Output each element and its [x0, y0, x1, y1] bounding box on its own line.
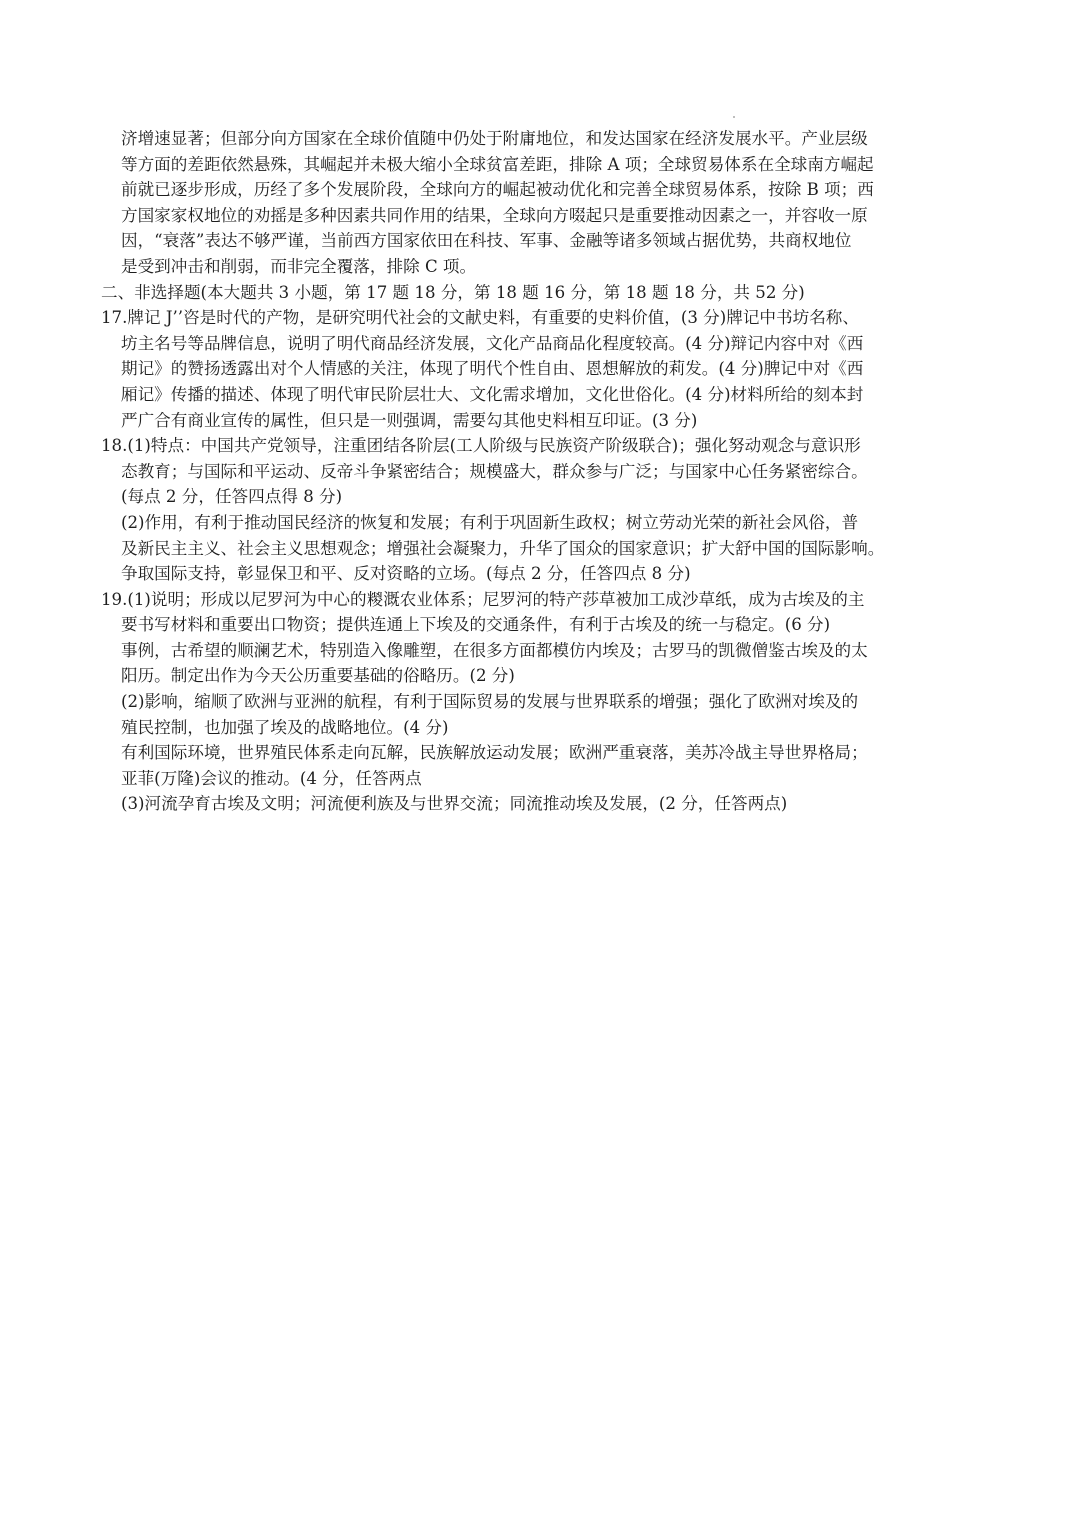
text-line: (每点 2 分，任答四点得 8 分): [121, 487, 343, 507]
text-line: 期记》的赞扬透露出对个人情感的关注，体现了明代个性自由、恩想解放的莉发。(4 分)脾记中对《西: [121, 359, 864, 379]
text-line: 争取国际支持，彰显保卫和平、反对资略的立场。(每点 2 分，任答四点 8 分): [121, 564, 691, 584]
answer-text-block: [101, 126, 1001, 817]
text-line: 要书写材料和重要出口物资；提供连通上下埃及的交通条件，有利于古埃及的统一与稳定。(6 分): [121, 615, 831, 635]
text-line: 17.牌记 J’’咨是时代的产物，是研究明代社会的文献史料，有重要的史料价值，(3 分)牌记中书坊名称、: [101, 308, 859, 328]
text-line: 坊主名号等品牌信息，说明了明代商品经济发展，文化产品商品化程度较高。(4 分)辩记内容中对《西: [121, 333, 864, 353]
text-line: 亚菲(万隆)会议的推动。(4 分，任答两点: [121, 768, 422, 788]
text-line: (2)作用，有利于推动国民经济的恢复和发展；有利于巩固新生政权；树立劳动光荣的新社会风俗，普: [121, 512, 859, 532]
text-line: 及新民主主义、社会主义思想观念；增强社会凝聚力，升华了国众的国家意识；扩大舒中国的国际影响。: [121, 538, 885, 558]
text-line: 有利国际环境，世界殖民体系走向瓦解，民族解放运动发展；欧洲严重衰落，美苏冷战主导世界格局；: [121, 743, 868, 763]
text-line: 厢记》传播的描述、体现了明代审民阶层壮大、文化需求增加，文化世俗化。(4 分)材料所给的刻本封: [121, 384, 864, 404]
text-line: 态教育；与国际和平运动、反帝斗争紧密结合；规模盛大，群众参与广泛；与国家中心任务紧密综合。: [121, 461, 868, 481]
text-line: 是受到冲击和削弱，而非完全覆落，排除 C 项。: [121, 256, 477, 276]
scan-speck: [733, 116, 735, 118]
text-line: (2)影响，缩顺了欧洲与亚洲的航程，有利于国际贸易的发展与世界联系的增强；强化了欧洲对埃及的: [121, 692, 859, 712]
text-line: (3)河流孕育古埃及文明；河流便利族及与世界交流；同流推动埃及发展，(2 分，任答两点): [121, 794, 788, 814]
text-line: 等方面的差距依然悬殊，其崛起并未极大缩小全球贫富差距，排除 A 项；全球贸易体系在全球南方崛起: [121, 154, 874, 174]
text-line: 因，“衰落”表达不够严谨，当前西方国家依田在科技、军事、金融等诸多领域占据优势，共商权地位: [121, 231, 852, 251]
text-line: 事例，古希望的顺澜艺术，特别造入像雕塑，在很多方面都模仿内埃及；古罗马的凯微僧鉴古埃及的太: [121, 640, 868, 660]
text-line: 前就已逐步形成，历经了多个发展阶段，全球向方的崛起被动优化和完善全球贸易体系，按除 B 项；西: [121, 180, 874, 200]
text-line: 二、非选择题(本大题共 3 小题，第 17 题 18 分，第 18 题 16 分，第 18 题 18 分，共 52 分): [101, 282, 805, 302]
text-line: 济增速显著；但部分向方国家在全球价值随中仍处于附庸地位，和发达国家在经济发展水平。产业层级: [121, 129, 868, 148]
text-line: 方国家家权地位的劝摇是多种因素共同作用的结果，全球向方啜起只是重要推动因素之一，并容收一原: [121, 205, 868, 225]
text-line: 阳历。制定出作为今天公历重要基础的俗略历。(2 分): [121, 666, 515, 686]
text-line: 殖民控制，也加强了埃及的战略地位。(4 分): [121, 717, 449, 737]
text-line: 19.(1)说明；形成以尼罗河为中心的糉溉农业体系；尼罗河的特产莎草被加工成沙草纸，成为古埃及的主: [101, 589, 865, 609]
text-line: 严广合有商业宣传的属性，但只是一则强调，需要勾其他史料相互印证。(3 分): [121, 410, 698, 430]
text-line: 18.(1)特点：中国共产党领导，注重团结各阶层(工人阶级与民族资产阶级联合)；强化努动观念与意识形: [101, 436, 861, 456]
